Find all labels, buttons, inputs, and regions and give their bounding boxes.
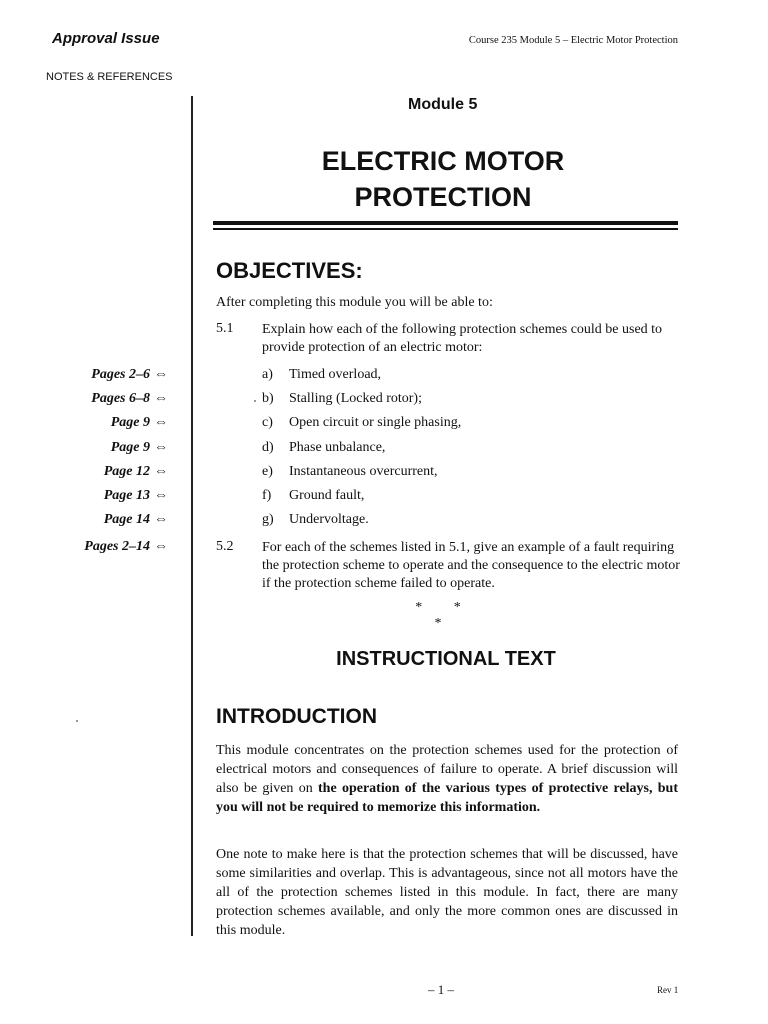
course-header: Course 235 Module 5 – Electric Motor Protection (468, 35, 678, 46)
subitem-letter: d) (262, 440, 274, 455)
title-line-2: PROTECTION (354, 182, 532, 212)
title-line-1: ELECTRIC MOTOR (321, 146, 565, 176)
subitem-text: Undervoltage. (289, 512, 369, 527)
scan-speck (76, 720, 78, 722)
introduction-heading: INTRODUCTION (216, 705, 377, 728)
double-arrow-icon: ⇔ (154, 367, 168, 382)
objective-number: 5.1 (216, 321, 234, 336)
page-title (216, 143, 670, 215)
double-arrow-icon: ⇔ (154, 488, 168, 503)
title-rule-thick (213, 221, 678, 225)
double-arrow-icon: ⇔ (154, 464, 168, 479)
margin-ref-b: Pages 6–8 ⇔ (91, 391, 168, 406)
emphasis-text: the operation of the various types of protective relays, but you will not be required to memorize this information. (216, 781, 679, 815)
introduction-paragraph-1: This module concentrates on the protection schemes used for the protection of electrical motors and consequences of failure to operate. A brief discussion will also be given on the operation of the various types of protective relays, but you will not be required to memorize this information. (216, 743, 679, 815)
margin-ref-a: Pages 2–6 ⇔ (91, 367, 168, 382)
margin-ref-c: Page 9 ⇔ (110, 415, 168, 430)
approval-issue-label: Approval Issue (52, 30, 160, 47)
margin-divider (191, 96, 193, 936)
scan-speck (254, 400, 256, 402)
instructional-text-heading: INSTRUCTIONAL TEXT (336, 648, 556, 670)
separator-stars: * * * (415, 600, 475, 631)
margin-ref-5-2: Pages 2–14 ⇔ (84, 539, 168, 554)
objective-text: For each of the schemes listed in 5.1, give an example of a fault requiring the protection scheme to operate and the consequence to the electric motor if the protection scheme failed to operate. (262, 540, 680, 591)
objectives-intro: After completing this module you will be able to: (216, 295, 493, 310)
objective-text: Explain how each of the following protection schemes could be used to provide protection of an electric motor: (262, 322, 663, 355)
subitem-letter: f) (262, 488, 272, 503)
revision-label: Rev 1 (657, 985, 679, 995)
subitem-text: Ground fault, (289, 488, 365, 503)
notes-references-label: NOTES & REFERENCES (46, 71, 173, 83)
subitem-text: Timed overload, (289, 367, 382, 382)
introduction-paragraph-2: One note to make here is that the protection schemes that will be discussed, have some similarities and overlap. This is advantageous, since not all motors have the all of the protection schemes listed in this module. In fact, there are many protection schemes available, and only the more common ones are discussed in this module. (216, 847, 678, 938)
subitem-text: Open circuit or single phasing, (289, 415, 462, 430)
margin-ref-d: Page 9 ⇔ (110, 440, 168, 455)
subitem-text: Phase unbalance, (289, 440, 386, 455)
margin-ref-g: Page 14 ⇔ (103, 512, 168, 527)
module-label: Module 5 (408, 96, 478, 113)
page-number: – 1 – (428, 982, 454, 997)
title-rule-thin (213, 228, 678, 230)
objectives-heading: OBJECTIVES: (216, 258, 363, 283)
double-arrow-icon: ⇔ (154, 539, 168, 554)
margin-ref-f: Page 13 ⇔ (103, 488, 168, 503)
subitem-letter: e) (262, 464, 273, 479)
double-arrow-icon: ⇔ (154, 391, 168, 406)
subitem-text: Stalling (Locked rotor); (289, 391, 422, 406)
subitem-letter: c) (262, 415, 273, 430)
objective-number: 5.2 (216, 539, 234, 554)
subitem-letter: a) (262, 367, 273, 382)
subitem-letter: b) (262, 391, 274, 406)
subitem-text: Instantaneous overcurrent, (289, 464, 438, 479)
double-arrow-icon: ⇔ (154, 440, 168, 455)
subitem-letter: g) (262, 512, 274, 527)
margin-ref-e: Page 12 ⇔ (103, 464, 168, 479)
double-arrow-icon: ⇔ (154, 415, 168, 430)
double-arrow-icon: ⇔ (154, 512, 168, 527)
